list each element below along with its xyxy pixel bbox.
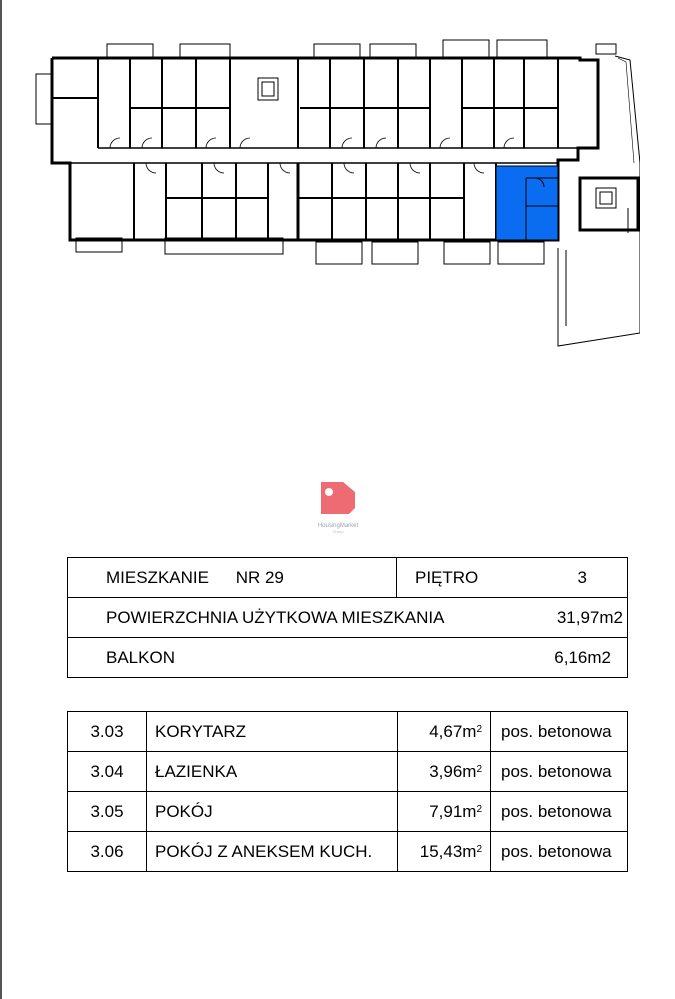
apartment-label: MIESZKANIE [106, 567, 209, 587]
room-code: 3.03 [68, 712, 147, 752]
room-name: ŁAZIENKA [147, 752, 398, 792]
table-row [68, 712, 628, 752]
usable-area-label: POWIERZCHNIA UŻYTKOWA MIESZKANIA [106, 607, 445, 627]
room-area-unit-sup: 2 [476, 763, 482, 775]
balcony-cell [68, 638, 628, 678]
apartment-cell [68, 558, 397, 598]
summary-row [68, 638, 628, 678]
floor-value: 3 [577, 567, 587, 587]
room-name: POKÓJ [147, 792, 398, 832]
balcony-outline [497, 40, 547, 57]
floor-cell [397, 558, 628, 598]
room-area-value: 4,67m [429, 721, 477, 741]
room-finish: pos. betonowa [491, 792, 628, 832]
room-area-value: 7,91m [429, 801, 477, 821]
room-area [398, 832, 491, 872]
highlighted-apartment-29 [496, 166, 558, 240]
usable-area-value: 31,97m2 [556, 607, 623, 627]
floor-plan [30, 38, 640, 353]
room-area [398, 752, 491, 792]
page-edge-line [0, 0, 2, 999]
floor-label: PIĘTRO [415, 567, 479, 587]
apartment-summary-table [67, 557, 628, 678]
room-code: 3.04 [68, 752, 147, 792]
table-row [68, 752, 628, 792]
room-name: KORYTARZ [147, 712, 398, 752]
housing-market-logo [306, 478, 370, 534]
room-code: 3.06 [68, 832, 147, 872]
logo-text: HousingMarket [317, 523, 359, 529]
room-finish: pos. betonowa [491, 832, 628, 872]
rooms-table [67, 711, 628, 872]
balcony-outline [444, 242, 490, 264]
balcony-outline [596, 44, 616, 54]
summary-row [68, 598, 628, 638]
table-row [68, 832, 628, 872]
room-code: 3.05 [68, 792, 147, 832]
house-pin-icon [315, 478, 361, 516]
room-area-unit-sup: 2 [476, 843, 482, 855]
balcony-outline [372, 242, 418, 264]
room-name: POKÓJ Z ANEKSEM KUCH. [147, 832, 398, 872]
room-finish: pos. betonowa [491, 712, 628, 752]
usable-area-cell [68, 598, 628, 638]
room-area-unit-sup: 2 [476, 723, 482, 735]
room-area-value: 3,96m [429, 761, 477, 781]
annex-outline [36, 74, 52, 124]
room-area-value: 15,43m [419, 841, 477, 861]
room-area [398, 712, 491, 752]
stairwell [258, 78, 278, 100]
balcony-outline [498, 242, 544, 264]
balcony-outline [443, 40, 489, 57]
room-area [398, 792, 491, 832]
table-row [68, 792, 628, 832]
summary-row [68, 558, 628, 598]
logo-subtext: Group [332, 529, 344, 534]
room-area-unit-sup: 2 [476, 803, 482, 815]
room-finish: pos. betonowa [491, 752, 628, 792]
balcony-label: BALKON [106, 647, 175, 667]
apartment-number: NR 29 [235, 567, 284, 587]
stairwell [596, 188, 616, 208]
balcony-outline [316, 242, 362, 264]
balcony-value: 6,16m2 [554, 647, 611, 667]
